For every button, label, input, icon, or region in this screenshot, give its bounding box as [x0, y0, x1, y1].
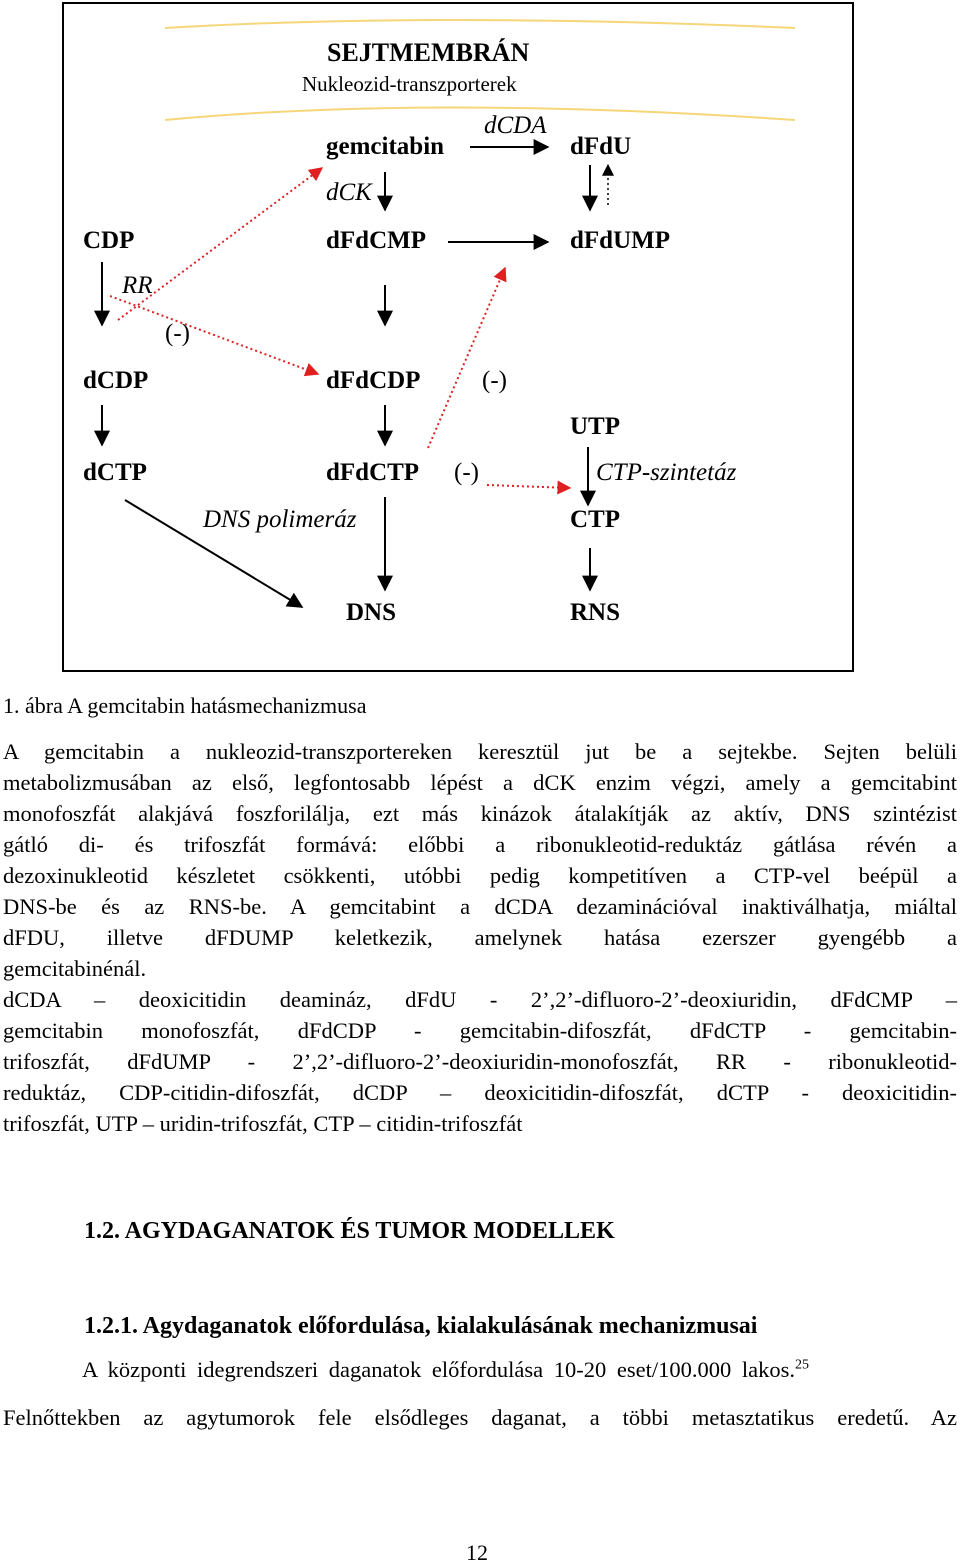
node-dns: DNS: [346, 599, 397, 626]
node-dfdcdp: dFdCDP: [326, 367, 421, 394]
enzyme-dck: dCK: [326, 179, 372, 206]
node-dfdump: dFdUMP: [570, 227, 670, 254]
paragraph-line: gemcitabin monofoszfát, dFdCDP - gemcitabin-difoszfát, dFdCTP - gemcitabin-: [3, 1018, 957, 1043]
paragraph-line: metabolizmusában az első, legfontosabb lépést a dCK enzim végzi, amely a gemcitabint: [3, 770, 957, 795]
node-dctp: dCTP: [83, 459, 147, 486]
node-dcdp: dCDP: [83, 367, 149, 394]
paragraph-line: A gemcitabin a nukleozid-transzportereken keresztül jut be a sejtekbe. Sejten belüli: [3, 739, 957, 764]
cell-membrane: [165, 20, 795, 120]
paragraph-line: dezoxinukleotid készletet csökkenti, utóbbi pedig kompetitíven a CTP-vel beépül a: [3, 863, 957, 888]
paragraph-line: gátló di- és trifoszfát formává: előbbi a ribonukleotid-reduktáz gátlása révén a: [3, 832, 957, 857]
node-dfdcmp: dFdCMP: [326, 227, 426, 254]
page-number: 12: [466, 1540, 488, 1565]
membrane-title: SEJTMEMBRÁN: [327, 38, 530, 67]
node-cdp: CDP: [83, 227, 135, 254]
paragraph-line: monofoszfát alakjává foszforilálja, ezt más kinázok átalakítják az aktív, DNS szintézist: [3, 801, 957, 826]
node-gemcitabin: gemcitabin: [326, 133, 445, 160]
subsection-heading: 1.2.1. Agydaganatok előfordulása, kialakulásának mechanizmusai: [84, 1313, 758, 1339]
node-dfdctp: dFdCTP: [326, 459, 420, 486]
paragraph-line: DNS-be és az RNS-be. A gemcitabint a dCDA dezaminációval inaktiválhatja, miáltal: [3, 894, 957, 919]
enzyme-dns-polymerase: DNS polimeráz: [203, 506, 357, 533]
red-line-dfdcdp-dfdump: [428, 268, 505, 448]
section-heading: 1.2. AGYDAGANATOK ÉS TUMOR MODELLEK: [84, 1218, 615, 1244]
paragraph-line: trifoszfát, dFdUMP - 2’,2’-difluoro-2’-deoxiuridin-monofoszfát, RR - ribonukleotid-: [3, 1049, 957, 1074]
reference-number: 25: [794, 1357, 809, 1373]
paragraph-line: gemcitabinénál.: [3, 956, 147, 981]
paragraph-1: [3, 736, 957, 984]
paragraph-3-text: A központi idegrendszeri daganatok előfordulása 10-20 eset/100.000 lakos.: [82, 1357, 795, 1382]
inhibition-mark-rr: (-): [165, 320, 190, 347]
figure-caption: 1. ábra A gemcitabin hatásmechanizmusa: [3, 693, 367, 718]
paragraph-line: dFDU, illetve dFDUMP keletkezik, amelynek hatása ezerszer gyengébb a: [3, 925, 957, 950]
inhibition-mark-dfdcdp: (-): [482, 367, 507, 394]
paragraph-line: reduktáz, CDP-citidin-difoszfát, dCDP – deoxicitidin-difoszfát, dCTP - deoxicitidin-: [3, 1080, 957, 1105]
inhibition-mark-ctp: (-): [454, 459, 479, 486]
node-dfdu: dFdU: [570, 133, 632, 160]
pathway-diagram: [0, 0, 960, 700]
node-utp: UTP: [570, 413, 620, 440]
node-ctp: CTP: [570, 506, 620, 533]
red-line-dfdctp-ctp: [487, 485, 570, 488]
enzyme-ctp-synthetase: CTP-szintetáz: [596, 459, 737, 486]
paragraph-abbreviations: [3, 984, 957, 1139]
paragraph-line: trifoszfát, UTP – uridin-trifoszfát, CTP – citidin-trifoszfát: [3, 1111, 523, 1136]
red-line-rr-dfdcdp: [110, 296, 318, 374]
paragraph-3-line-2: Felnőttekben az agytumorok fele elsődleges daganat, a többi metasztatikus eredetű. Az: [3, 1405, 957, 1430]
node-rns: RNS: [570, 599, 621, 626]
paragraph-3-line-1: [82, 1357, 809, 1383]
enzyme-dcda: dCDA: [484, 112, 547, 139]
membrane-subtitle: Nukleozid-transzporterek: [302, 72, 517, 96]
paragraph-line: dCDA – deoxicitidin deamináz, dFdU - 2’,2’-difluoro-2’-deoxiuridin, dFdCMP –: [3, 987, 957, 1012]
enzyme-rr: RR: [122, 272, 153, 299]
